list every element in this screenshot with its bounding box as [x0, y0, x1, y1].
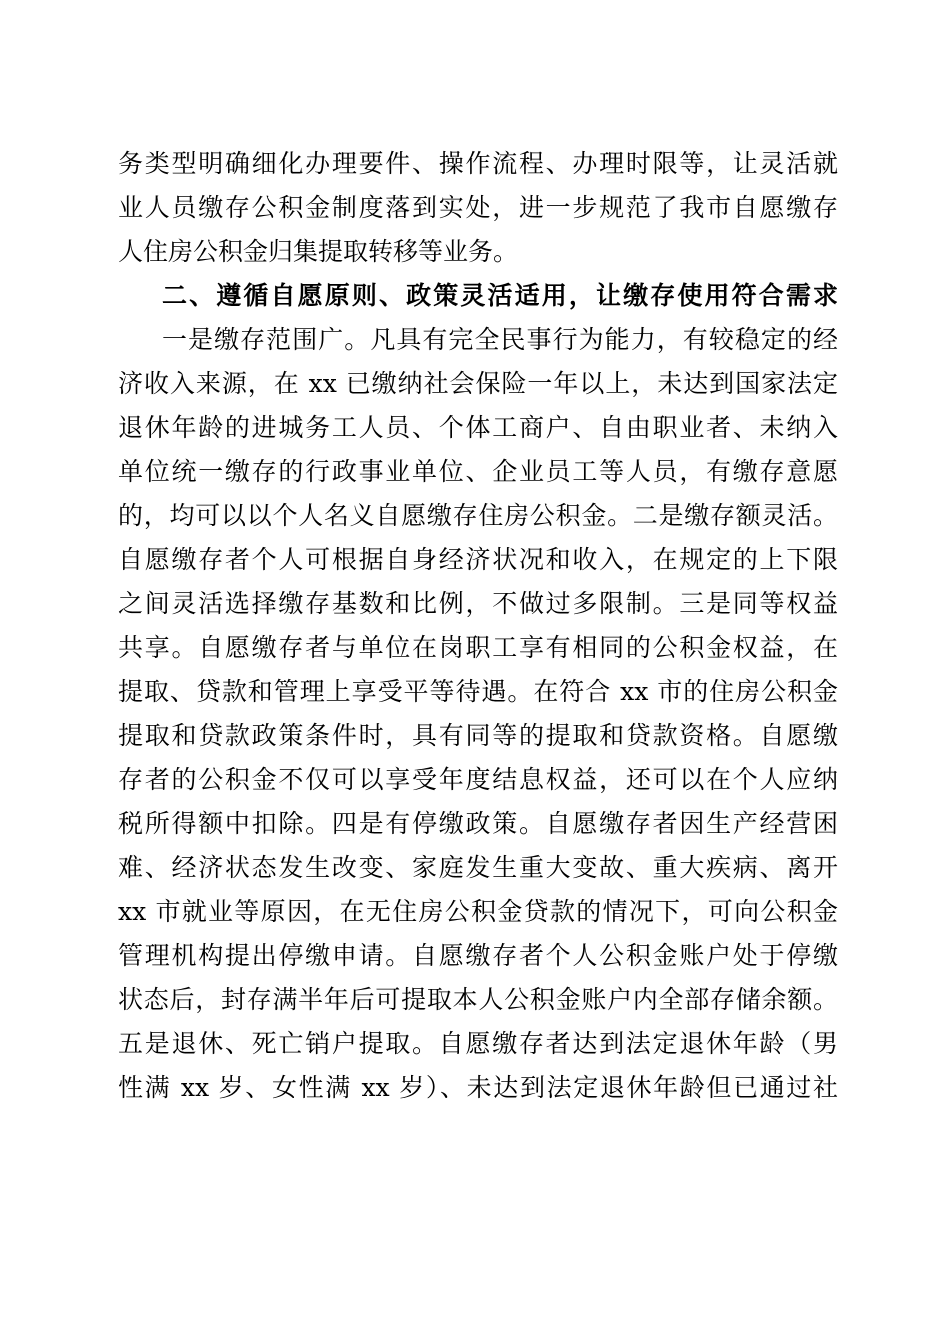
- body-text-line: 退休年龄的进城务工人员、个体工商户、自由职业者、未纳入: [118, 413, 838, 442]
- body-text-line: 共享。自愿缴存者与单位在岗职工享有相同的公积金权益，在: [118, 633, 838, 662]
- body-text-line: 单位统一缴存的行政事业单位、企业员工等人员，有缴存意愿: [118, 457, 838, 486]
- body-text-line: 提取和贷款政策条件时，具有同等的提取和贷款资格。自愿缴: [118, 721, 838, 750]
- body-text-line: 济收入来源，在 xx 已缴纳社会保险一年以上，未达到国家法定: [118, 369, 838, 398]
- body-text-line: 管理机构提出停缴申请。自愿缴存者个人公积金账户处于停缴: [118, 941, 838, 970]
- body-text-line: 提取、贷款和管理上享受平等待遇。在符合 xx 市的住房公积金: [118, 677, 838, 706]
- body-text-line: 难、经济状态发生改变、家庭发生重大变故、重大疾病、离开: [118, 853, 838, 882]
- body-text-line: 存者的公积金不仅可以享受年度结息权益，还可以在个人应纳: [118, 765, 838, 794]
- body-text-line: 税所得额中扣除。四是有停缴政策。自愿缴存者因生产经营困: [118, 809, 838, 838]
- body-text-line: 的，均可以以个人名义自愿缴存住房公积金。二是缴存额灵活。: [118, 501, 838, 530]
- body-text-line: 人住房公积金归集提取转移等业务。: [118, 237, 519, 266]
- body-text-line: 务类型明确细化办理要件、操作流程、办理时限等，让灵活就: [118, 149, 838, 178]
- body-text-line: xx 市就业等原因，在无住房公积金贷款的情况下，可向公积金: [118, 897, 838, 926]
- body-text-line: 一是缴存范围广。凡具有完全民事行为能力，有较稳定的经: [162, 325, 838, 354]
- body-text-line: 之间灵活选择缴存基数和比例，不做过多限制。三是同等权益: [118, 589, 838, 618]
- body-text-line: 性满 xx 岁、女性满 xx 岁）、未达到法定退休年龄但已通过社: [118, 1073, 838, 1102]
- body-text-line: 状态后，封存满半年后可提取本人公积金账户内全部存储余额。: [118, 985, 838, 1014]
- section-heading: 二、遵循自愿原则、政策灵活适用，让缴存使用符合需求: [162, 281, 838, 310]
- body-text-line: 五是退休、死亡销户提取。自愿缴存者达到法定退休年龄（男: [118, 1029, 838, 1058]
- body-text-line: 自愿缴存者个人可根据自身经济状况和收入，在规定的上下限: [118, 545, 838, 574]
- body-text-line: 业人员缴存公积金制度落到实处，进一步规范了我市自愿缴存: [118, 193, 838, 222]
